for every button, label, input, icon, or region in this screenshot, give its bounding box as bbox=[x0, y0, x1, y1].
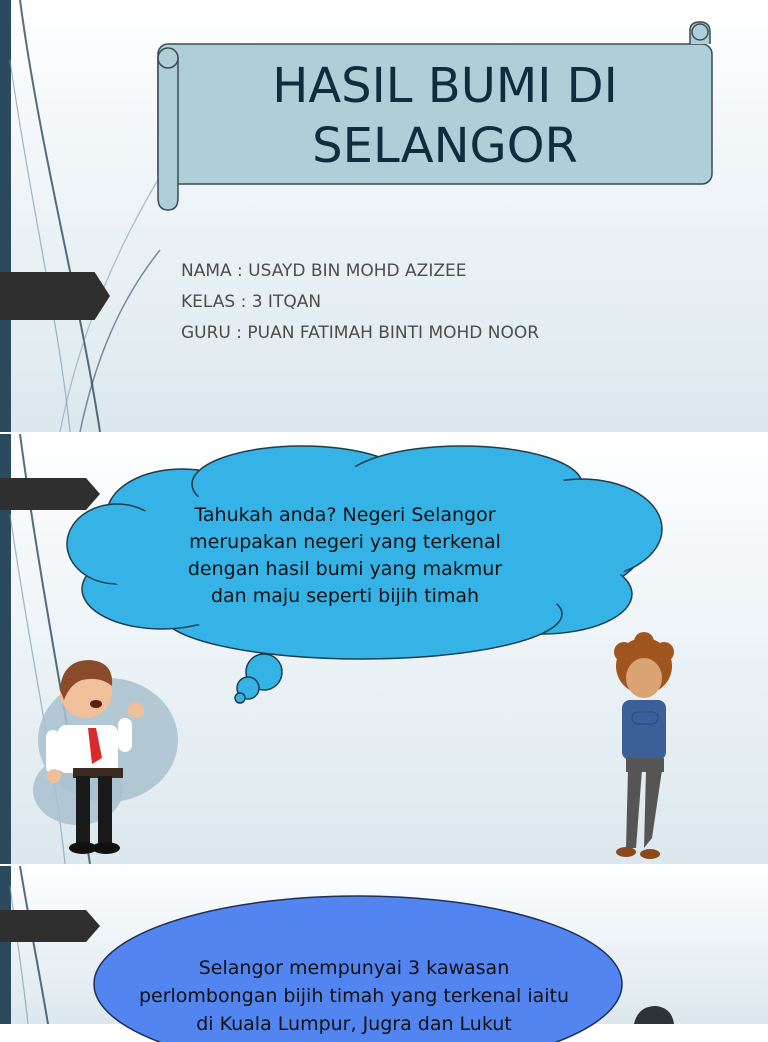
partial-figure-hair bbox=[630, 1002, 680, 1024]
info-guru: GURU : PUAN FATIMAH BINTI MOHD NOOR bbox=[181, 323, 540, 343]
bubble-line-3: dengan hasil bumi yang makmur bbox=[187, 558, 503, 580]
oval-line-3: di Kuala Lumpur, Jugra dan Lukut bbox=[196, 1013, 512, 1035]
info-kelas: KELAS : 3 ITQAN bbox=[181, 292, 322, 312]
info-nama: NAMA : USAYD BIN MOHD AZIZEE bbox=[181, 261, 467, 281]
slide-title bbox=[0, 0, 768, 432]
title-line-2: SELANGOR bbox=[312, 118, 578, 174]
thought-bubble-text bbox=[130, 502, 560, 610]
slide-arrow-tab bbox=[0, 272, 110, 320]
slide-arrow-tab bbox=[0, 910, 100, 942]
title-line-1: HASIL BUMI DI bbox=[272, 58, 618, 114]
thinking-man-illustration bbox=[18, 640, 188, 870]
oval-line-2: perlombongan bijih timah yang terkenal iaitu bbox=[138, 985, 570, 1007]
student-info bbox=[181, 256, 539, 349]
bubble-line-4: dan maju seperti bijih timah bbox=[210, 585, 480, 607]
oval-line-1: Selangor mempunyai 3 kawasan bbox=[198, 957, 510, 979]
bubble-line-2: merupakan negeri yang terkenal bbox=[189, 531, 501, 553]
page-title bbox=[180, 56, 710, 176]
info-oval-text bbox=[88, 954, 620, 1038]
curly-hair-man-illustration bbox=[596, 628, 686, 868]
bubble-line-1: Tahukah anda? Negeri Selangor bbox=[194, 504, 496, 526]
